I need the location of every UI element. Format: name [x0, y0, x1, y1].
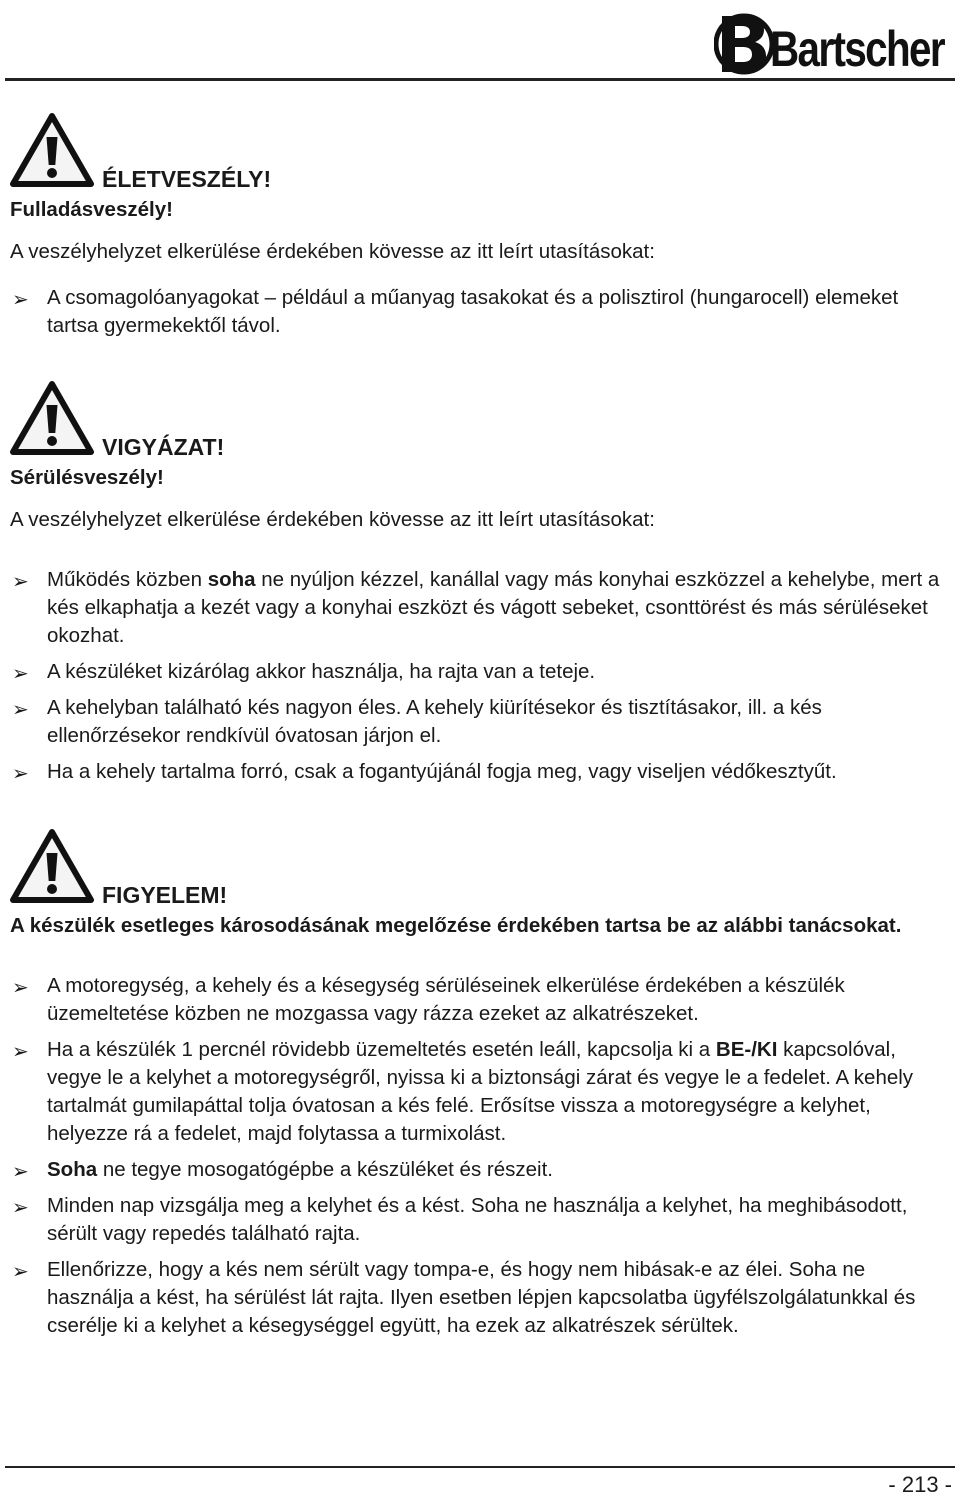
arrow-bullet-icon: ➢: [12, 1159, 29, 1183]
warning-title: VIGYÁZAT!: [102, 434, 225, 460]
arrow-bullet-icon: ➢: [12, 569, 29, 593]
arrow-bullet-icon: ➢: [12, 1195, 29, 1219]
list-item: ➢ Soha ne tegye mosogatógépbe a készüléket és részeit.: [12, 1158, 553, 1183]
svg-text:Bartscher: Bartscher: [770, 21, 946, 76]
list-item: ➢ Működés közben soha ne nyúljon kézzel, kanállal vagy más konyhai eszközzel a kehelybe, mert a kés elkaphatja a kezét vagy a konyhai eszközt és vágott sebeket, csonttörést és más sérüléseket okozhat.: [12, 568, 940, 647]
arrow-bullet-icon: ➢: [12, 287, 29, 311]
arrow-bullet-icon: ➢: [12, 1039, 29, 1063]
footer-rule: [5, 1466, 955, 1468]
warning-subtitle: Sérülésveszély!: [10, 466, 164, 489]
warning-triangle-icon: [10, 112, 94, 188]
list-item: ➢ A készüléket kizárólag akkor használja, ha rajta van a teteje.: [12, 660, 596, 685]
arrow-bullet-icon: ➢: [12, 761, 29, 785]
arrow-bullet-icon: ➢: [12, 1259, 29, 1283]
bartscher-logo: [714, 6, 946, 76]
page-number: - 213 -: [888, 1472, 952, 1497]
list-item: ➢ Ha a kehely tartalma forró, csak a fogantyújánál fogja meg, vagy viseljen védőkesztyűt.: [12, 760, 837, 785]
warning-heading-3: [10, 828, 955, 908]
instruction-intro: A veszélyhelyzet elkerülése érdekében kövesse az itt leírt utasításokat:: [10, 240, 655, 263]
instruction-list: [10, 284, 955, 340]
list-item: ➢ Ha a készülék 1 percnél rövidebb üzemeltetés esetén leáll, kapcsolja ki a BE-/KI kapcsolóval, vegye le a kelyhet a motoregységről, nyissa ki a biztonsági zárat és vegye le a fedelet. A kehely tartalmát gumilapáttal tolja óvatosan a kés felé. Erősítse vissza a motoregységre a kelyhet, helyezze rá a fedelet, majd folytassa a turmixolást.: [12, 1038, 914, 1145]
warning-subtitle: A készülék esetleges károsodásának megelőzése érdekében tartsa be az alábbi tanácsokat.: [10, 914, 902, 937]
warning-triangle-icon: [10, 828, 94, 904]
arrow-bullet-icon: ➢: [12, 975, 29, 999]
warning-heading-2: [10, 380, 955, 460]
list-item: ➢ A motoregység, a kehely és a késegység sérüléseinek elkerülése érdekében a készülék üzemeltetése közben ne mozgassa vagy rázza ezeket az alkatrészeket.: [12, 974, 845, 1025]
warning-heading-1: [10, 112, 955, 192]
page-content: [10, 112, 955, 1340]
warning-title: ÉLETVESZÉLY!: [102, 166, 272, 192]
instruction-list: [10, 566, 955, 786]
warning-subtitle: Fulladásveszély!: [10, 198, 173, 221]
warning-triangle-icon: [10, 380, 94, 456]
arrow-bullet-icon: ➢: [12, 697, 29, 721]
list-item: ➢ A kehelyban található kés nagyon éles. A kehely kiürítésekor és tisztításakor, ill. a kés ellenőrzésekor rendkívül óvatosan járjon el.: [12, 696, 822, 747]
instruction-list: [10, 972, 955, 1340]
header-rule: [5, 78, 955, 81]
list-item: ➢ Minden nap vizsgálja meg a kelyhet és a kést. Soha ne használja a kelyhet, ha meghibásodott, sérült vagy repedés található rajta.: [12, 1194, 908, 1245]
warning-title: FIGYELEM!: [102, 882, 228, 908]
instruction-intro: A veszélyhelyzet elkerülése érdekében kövesse az itt leírt utasításokat:: [10, 508, 655, 531]
list-item: ➢ Ellenőrizze, hogy a kés nem sérült vagy tompa-e, és hogy nem hibásak-e az élei. Soha ne használja a kést, ha sérülést lát rajta. Ilyen esetben lépjen kapcsolatba ügyfélszolgálatunkkal és cserélje ki a kelyhet a késegységgel együtt, ha ezek az alkatrészek sérültek.: [12, 1258, 916, 1337]
list-item: ➢ A csomagolóanyagokat – például a műanyag tasakokat és a polisztirol (hungarocell) elemeket tartsa gyermekektől távol.: [12, 286, 899, 337]
arrow-bullet-icon: ➢: [12, 661, 29, 685]
